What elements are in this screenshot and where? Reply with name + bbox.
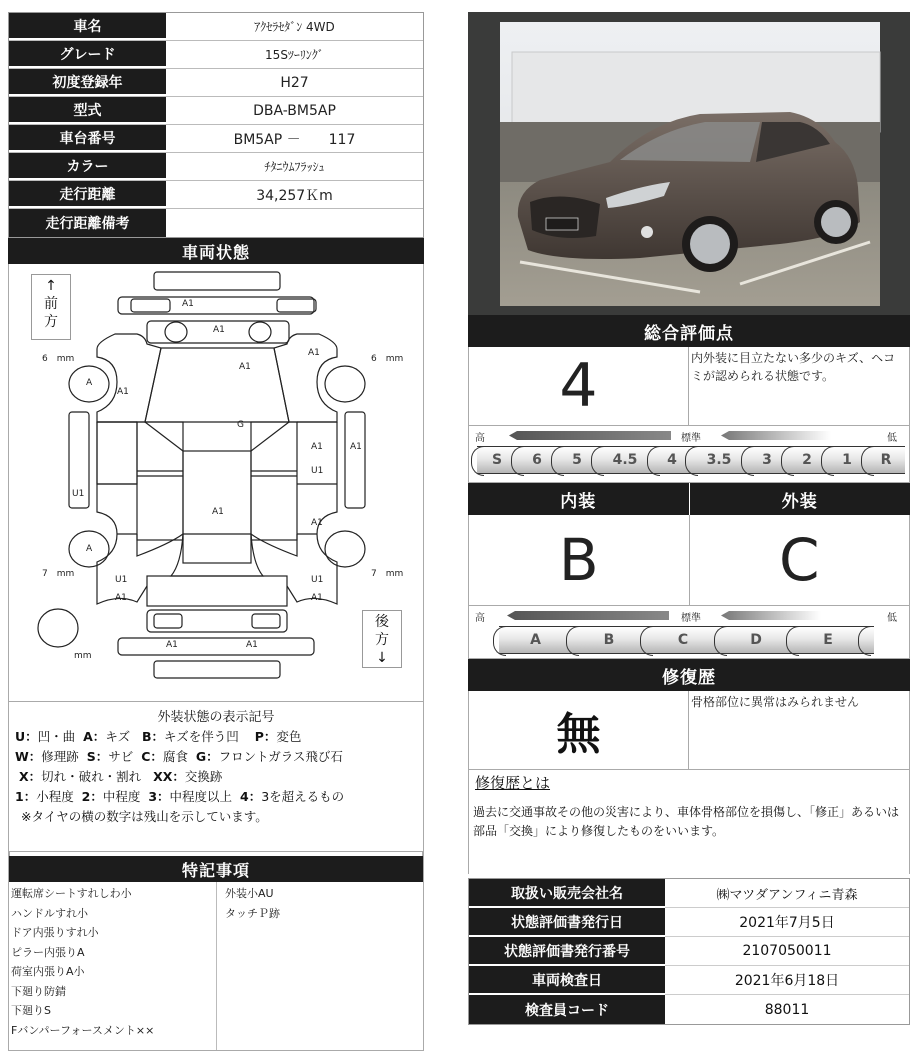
spec-row-name xyxy=(9,13,423,41)
condition-header: 車両状態 xyxy=(8,238,424,264)
note-item: ドア内張りすれ小 xyxy=(11,926,99,939)
down-arrow-icon: ↓ xyxy=(376,650,388,666)
legend-value: 修理跡 xyxy=(41,749,79,764)
car-photo-illustration xyxy=(500,22,880,306)
legend-value: 交換跡 xyxy=(184,769,223,784)
repair-about-text: 過去に交通事故その他の災害により、車体骨格部位を損傷し、「修正」あるいは部品「交換」により修復したものをいいます。 xyxy=(473,805,900,838)
info-label: 状態評価書発行日 xyxy=(469,908,665,937)
left-panel xyxy=(8,12,424,1051)
tire-depth-front-right: 6 mm xyxy=(371,354,404,364)
spec-value: 34,257Ｋm xyxy=(166,181,423,208)
legend-key: 2： xyxy=(81,789,103,804)
spec-row-first-registration xyxy=(9,69,423,97)
info-label: 検査員コード xyxy=(469,995,665,1024)
tire-depth-rear-left: 7 mm xyxy=(42,569,75,579)
repair-history-about xyxy=(468,770,910,874)
mark-rear-bumper-left: A1 xyxy=(166,640,178,650)
scale-pill: 4.5 xyxy=(597,446,653,474)
spec-value: H27 xyxy=(166,69,423,96)
note-item: 外装小AU xyxy=(224,887,274,900)
legend-line xyxy=(15,727,417,747)
scale-pill: 3.5 xyxy=(691,446,747,474)
legend-key: XX： xyxy=(153,769,185,784)
legend-value: 中程度以上 xyxy=(169,789,233,804)
front-direction-label xyxy=(31,274,71,340)
info-row-issue-number xyxy=(469,937,909,966)
scale-pill: 4 xyxy=(653,446,691,474)
note-item: ハンドルすれ小 xyxy=(11,906,88,920)
scale-pill: R xyxy=(867,446,905,474)
info-value: 2021年7月5日 xyxy=(665,908,909,937)
rear-text: 後 xyxy=(375,614,389,630)
mark-fl-fender: A1 xyxy=(117,387,129,397)
interior-exterior-grades xyxy=(468,515,910,605)
legend-value: 中程度 xyxy=(102,789,141,804)
scale-pill: 1 xyxy=(827,446,867,474)
scale-pill: 6 xyxy=(517,446,557,474)
scale-pill: 2 xyxy=(787,446,827,474)
note-item: Fバンパーフォースメント×× xyxy=(11,1023,155,1037)
info-label: 状態評価書発行番号 xyxy=(469,937,665,966)
info-value: 88011 xyxy=(764,1001,810,1018)
rear-direction-label xyxy=(362,610,402,668)
spec-label: 走行距離備考 xyxy=(9,209,166,237)
scale-low-label: 低 xyxy=(887,613,897,624)
spec-label: 走行距離 xyxy=(9,181,166,208)
overall-score-row xyxy=(468,347,910,425)
spec-label: 型式 xyxy=(9,97,166,124)
info-row-issue-date xyxy=(469,908,909,937)
legend-key: B： xyxy=(142,729,165,744)
special-notes xyxy=(8,852,424,1051)
mark-windshield: G xyxy=(237,420,244,430)
issuer-info-table xyxy=(468,878,910,1025)
repair-history-row xyxy=(468,691,910,770)
legend-value: キズを伴う凹 xyxy=(164,729,239,744)
spec-value: 15Sﾂｰﾘﾝｸﾞ xyxy=(166,41,423,68)
repair-history-header: 修復歴 xyxy=(468,659,910,691)
interior-exterior-header xyxy=(468,483,910,515)
mark-rl-quarter-dent: U1 xyxy=(115,575,128,585)
vehicle-condition-diagram xyxy=(8,264,424,702)
left-arrow-icon xyxy=(721,431,831,440)
legend-value: キズ xyxy=(105,729,131,744)
legend-value: フロントガラス飛び石 xyxy=(218,749,343,764)
legend-value: サビ xyxy=(108,749,134,764)
spec-label: カラー xyxy=(9,153,166,180)
left-arrow-icon xyxy=(507,611,669,620)
spec-value: ﾁﾀﾆｳﾑﾌﾗｯｼｭ xyxy=(166,153,423,180)
mark-rr-quarter-dent: U1 xyxy=(311,575,324,585)
left-arrow-icon xyxy=(509,431,671,440)
tire-depth-front-left: 6 mm xyxy=(42,354,75,364)
legend-line xyxy=(15,747,417,767)
note-item: 運転席シートすれしわ小 xyxy=(11,887,132,900)
spec-value xyxy=(166,209,423,237)
legend-key: 3： xyxy=(148,789,170,804)
exterior-legend xyxy=(8,702,424,852)
scale-standard-label: 標準 xyxy=(681,433,701,444)
grade-scale xyxy=(468,605,910,659)
front-text: 前 xyxy=(44,296,58,312)
vehicle-photo-frame xyxy=(468,12,910,315)
repair-history-value: 無 xyxy=(469,691,689,769)
spec-row-mileage-note xyxy=(9,209,423,237)
legend-key: 4： xyxy=(240,789,262,804)
legend-key: W： xyxy=(15,749,42,764)
mark-fl-tire: A xyxy=(86,378,93,388)
spec-value: DBA-BM5AP xyxy=(166,97,423,124)
scale-pill: A xyxy=(499,626,572,654)
left-arrow-icon xyxy=(721,611,821,620)
up-arrow-icon: ↑ xyxy=(45,278,57,294)
tire-depth-rear-right: 7 mm xyxy=(371,569,404,579)
interior-grade: B xyxy=(558,526,599,594)
interior-header: 内装 xyxy=(560,491,597,512)
front-text: 方 xyxy=(44,314,58,330)
note-item: 下廻りS xyxy=(11,1004,51,1017)
scale-pill-end xyxy=(864,626,874,654)
info-label: 取扱い販売会社名 xyxy=(469,879,665,908)
mark-right-rocker: A1 xyxy=(350,442,362,452)
mark-rear-bumper-right: A1 xyxy=(246,640,258,650)
tire-depth-spare: mm xyxy=(74,651,92,661)
special-notes-col-1 xyxy=(9,882,216,1050)
legend-key: A： xyxy=(83,729,106,744)
scale-standard-label: 標準 xyxy=(681,613,701,624)
spec-row-chassis-number xyxy=(9,125,423,153)
legend-key: 1： xyxy=(15,789,37,804)
info-row-dealer xyxy=(469,879,909,908)
legend-key: G： xyxy=(195,749,219,764)
mark-front-bumper: A1 xyxy=(182,299,194,309)
overall-score-header: 総合評価点 xyxy=(468,315,910,347)
info-label: 車両検査日 xyxy=(469,966,665,995)
legend-value: 3を超えるもの xyxy=(261,789,345,804)
info-row-inspector-code xyxy=(469,995,909,1024)
spec-label: 車名 xyxy=(9,13,166,40)
legend-key: X： xyxy=(18,769,42,784)
scale-pill: B xyxy=(572,626,646,654)
mark-rl-tire: A xyxy=(86,544,93,554)
spec-label: 初度登録年 xyxy=(9,69,166,96)
scale-high-label: 高 xyxy=(475,613,485,624)
mark-fr-fender: A1 xyxy=(308,348,320,358)
scale-pill: S xyxy=(477,446,517,474)
info-row-inspection-date xyxy=(469,966,909,995)
legend-title: 外装状態の表示記号 xyxy=(157,710,275,725)
legend-value: 切れ・破れ・割れ xyxy=(41,769,142,784)
exterior-grade: C xyxy=(689,515,910,605)
mark-grille: A1 xyxy=(213,325,225,335)
legend-value: 凹・曲 xyxy=(37,729,76,744)
spec-row-color xyxy=(9,153,423,181)
exterior-header: 外装 xyxy=(689,483,911,515)
info-value: 2021年6月18日 xyxy=(665,966,909,995)
spec-value: ｱｸｾﾗｾﾀﾞﾝ 4WD xyxy=(166,13,423,40)
score-scale-pills xyxy=(477,446,905,474)
mark-fr-door: A1 xyxy=(311,442,323,452)
scale-low-label: 低 xyxy=(887,433,897,444)
mark-rl-quarter-scratch: A1 xyxy=(115,593,127,603)
scale-pill: D xyxy=(720,626,792,654)
note-item: ピラー内張りA xyxy=(11,945,85,959)
scale-pill: 5 xyxy=(557,446,597,474)
rear-text: 方 xyxy=(375,632,389,648)
legend-key: P： xyxy=(254,729,277,744)
mark-left-rocker: U1 xyxy=(72,489,85,499)
scale-pill: 3 xyxy=(747,446,787,474)
spec-label: 車台番号 xyxy=(9,125,166,152)
note-item: 下廻り防錆 xyxy=(11,984,66,998)
overall-score-description: 内外装に目立たない多少のキズ、ヘコミが認められる状態です。 xyxy=(691,351,896,383)
spec-row-grade xyxy=(9,41,423,69)
special-notes-body xyxy=(9,882,423,1050)
info-value: ㈱マツダアンフィニ青森 xyxy=(665,879,909,908)
legend-key: S： xyxy=(86,749,109,764)
special-notes-col-2 xyxy=(216,882,423,1050)
grade-scale-pills xyxy=(499,626,874,654)
mark-hood: A1 xyxy=(239,362,251,372)
overall-score-scale xyxy=(468,425,910,483)
note-item: 荷室内張りA小 xyxy=(11,965,85,978)
scale-pill: E xyxy=(792,626,864,654)
mark-rr-door: A1 xyxy=(311,518,323,528)
spec-row-mileage xyxy=(9,181,423,209)
legend-line xyxy=(15,787,417,807)
mark-roof: A1 xyxy=(212,507,224,517)
legend-key: U： xyxy=(15,729,38,744)
right-panel xyxy=(468,12,910,1025)
scale-pill: C xyxy=(646,626,720,654)
spec-row-model-code xyxy=(9,97,423,125)
overall-score-value: 4 xyxy=(469,347,689,425)
spec-value: BM5AP － 117 xyxy=(166,125,423,152)
spec-label: グレード xyxy=(9,41,166,68)
vehicle-photo xyxy=(500,22,880,306)
info-value: 2107050011 xyxy=(665,937,909,966)
note-item: タッチＰ跡 xyxy=(224,906,280,920)
mark-fr-door-dent: U1 xyxy=(311,466,324,476)
legend-value: 小程度 xyxy=(36,789,74,804)
mark-rr-quarter-scratch: A1 xyxy=(311,593,323,603)
special-notes-header: 特記事項 xyxy=(9,856,423,882)
scale-high-label: 高 xyxy=(475,433,485,444)
legend-value: 腐食 xyxy=(162,749,188,764)
repair-about-title: 修復歴とは xyxy=(475,774,551,792)
legend-note: ※タイヤの横の数字は残山を示しています。 xyxy=(21,809,268,824)
repair-history-description: 骨格部位に異常はみられません xyxy=(691,695,860,709)
legend-value: 変色 xyxy=(276,729,302,744)
legend-line xyxy=(15,767,417,787)
vehicle-spec-table xyxy=(8,12,424,238)
legend-key: C： xyxy=(141,749,163,764)
